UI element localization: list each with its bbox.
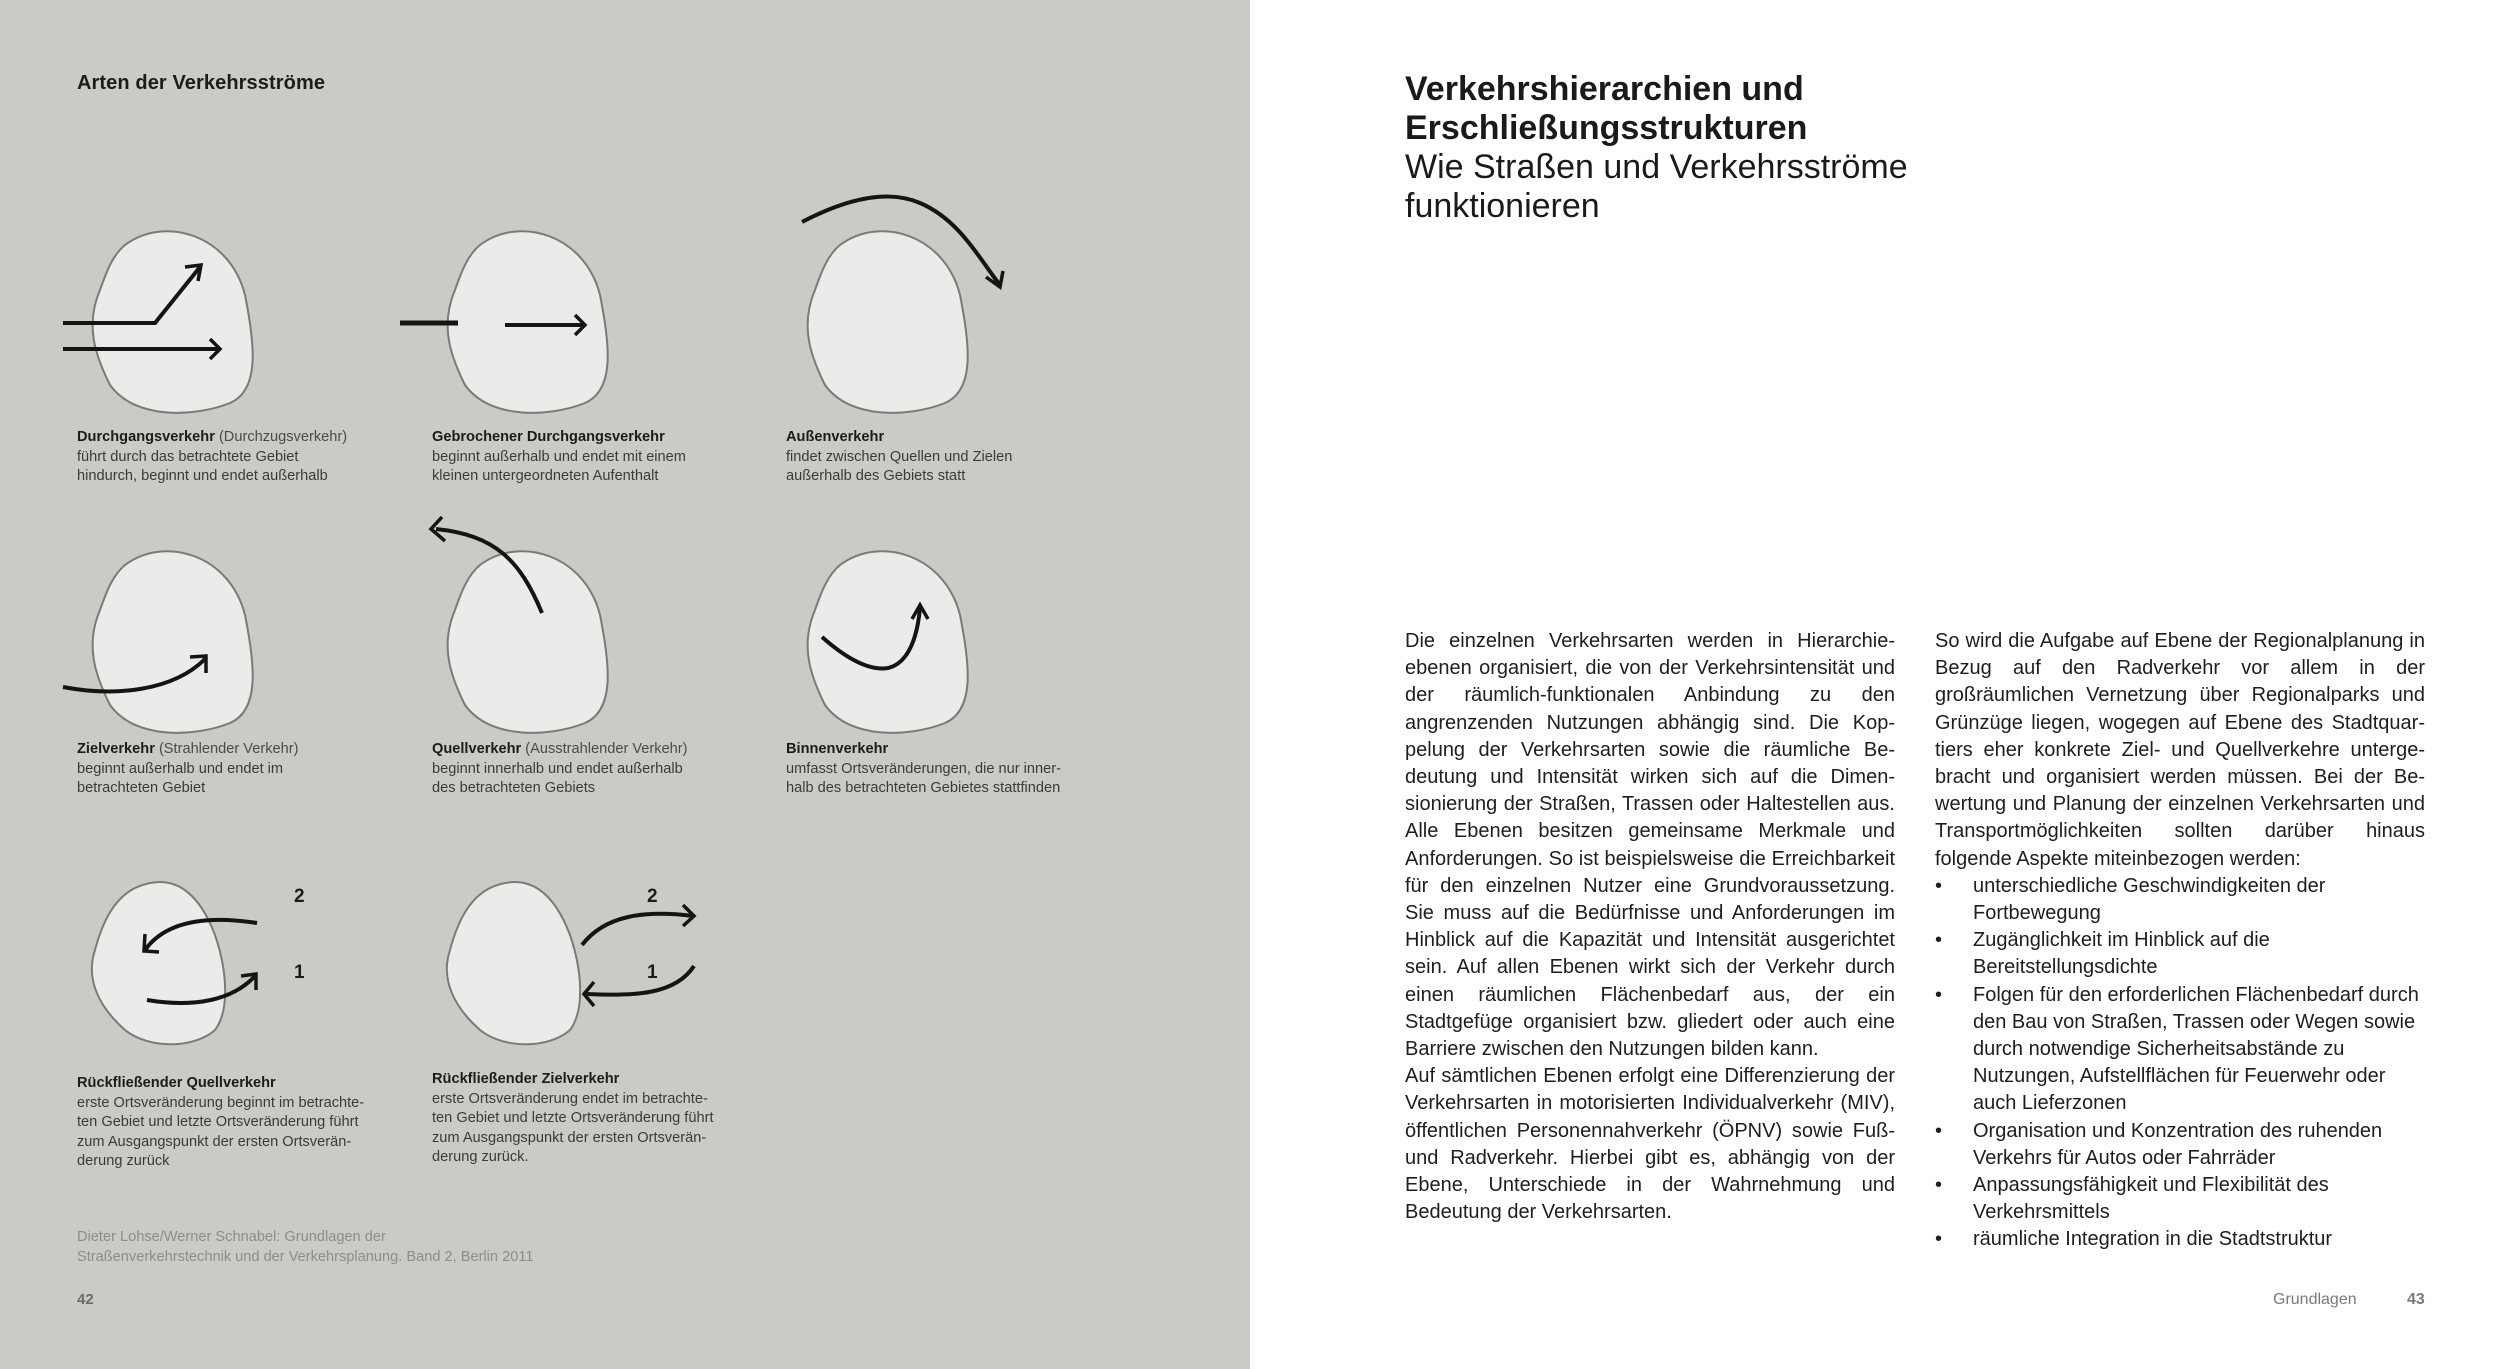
caption-term: Rückfließender Zielverkehr xyxy=(432,1071,620,1087)
list-item xyxy=(1935,1172,2425,1226)
body-paragraph: So wird die Aufgabe auf Ebene der Regionalplanung in Bezug auf den Radverkehr vor allem in der großräumlichen Vernetzung über Regionalparks und Grünzüge liegen, wogegen auf Ebene des Stadtquartiers eher konkrete Ziel- und Quellverkehre untergebracht und organisiert werden müssen. Bei der Bewertung und Planung der einzelnen Verkehrsarten und Transportmöglichkeiten sollten darüber hinaus folgende Aspekte miteinbezogen werden: xyxy=(1935,630,2425,870)
aussenverkehr-illustration xyxy=(770,215,1130,435)
caption-desc-line: führt durch das betrachtete Gebiet xyxy=(77,448,299,465)
diagram-quellverkehr xyxy=(410,535,770,755)
diagram-aussenverkehr xyxy=(770,215,1130,435)
caption-desc-line: kleinen untergeordneten Aufenthalt xyxy=(432,468,659,484)
caption-durchgangsverkehr xyxy=(77,428,417,487)
body-column-2 xyxy=(1935,628,2425,1254)
caption-desc-line: umfasst Ortsveränderungen, die nur inner- xyxy=(786,760,1061,777)
body-column-1 xyxy=(1405,628,1895,1226)
caption-rueckfliessender-quellverkehr xyxy=(77,1074,417,1172)
caption-alias: (Durchzugsverkehr) xyxy=(214,429,348,445)
flow-label-2: 2 xyxy=(294,886,305,907)
bullet-icon: • xyxy=(1935,1174,1943,1197)
caption-binnenverkehr xyxy=(786,740,1146,799)
right-page xyxy=(1250,0,2500,1369)
caption-desc-line: derung zurück. xyxy=(432,1149,529,1165)
diagram-binnenverkehr xyxy=(770,535,1130,755)
caption-term: Durchgangsverkehr xyxy=(77,429,215,445)
caption-desc-line: hindurch, beginnt und endet außerhalb xyxy=(77,468,328,484)
list-item-text: Folgen für den erforderlichen Flächenbedarf durch den Bau von Straßen, Trassen oder Wegen sowie durch notwendige Sicherheitsabstände zu Nutzungen, Aufstellflächen für Feuerwehr oder auch Lieferzonen xyxy=(1973,983,2419,1115)
caption-term: Gebrochener Durchgangsverkehr xyxy=(432,429,665,445)
source-footnote xyxy=(77,1228,677,1267)
bullet-icon: • xyxy=(1935,929,1943,952)
caption-desc-line: ten Gebiet und letzte Ortsveränderung führt xyxy=(77,1114,359,1130)
durchgangsverkehr-illustration xyxy=(55,215,415,435)
caption-desc-line: beginnt außerhalb und endet mit einem xyxy=(432,448,686,465)
section-title: Arten der Verkehrsströme xyxy=(77,72,326,94)
caption-desc-line: betrachteten Gebiet xyxy=(77,780,206,796)
subtitle-line: funktionieren xyxy=(1405,187,1600,225)
list-item-text: Zugänglichkeit im Hinblick auf die Bereitstellungsdichte xyxy=(1973,929,2270,979)
list-item-text: Organisation und Konzentration des ruhenden Verkehrs für Autos oder Fahrräder xyxy=(1973,1119,2383,1169)
aspects-list xyxy=(1935,873,2425,1254)
list-item-text: unterschiedliche Geschwindigkeiten der Fortbewegung xyxy=(1973,874,2326,925)
binnenverkehr-illustration xyxy=(770,535,1130,755)
diagram-rueckfliessender-quellverkehr xyxy=(55,860,415,1080)
title-bold-line: Verkehrshierarchien und xyxy=(1405,70,1804,108)
caption-alias: (Strahlender Verkehr) xyxy=(154,741,299,757)
caption-desc-line: findet zwischen Quellen und Zielen xyxy=(786,448,1013,465)
body-paragraph: Die einzelnen Verkehrsarten werden in Hierarchieebenen organisiert, die von der Verkehrsintensität und der räumlich-funktionalen Anbindung zu den angrenzenden Nutzungen abhängig sind. Die Koppelung der Verkehrsarten sowie die räumliche Bedeutung und Intensität wirken sich auf die Dimensionierung der Straßen, Trassen oder Haltestellen aus. Alle Ebenen besitzen gemeinsame Merkmale und Anforderungen. So ist beispielsweise die Erreichbarkeit für den einzelnen Nutzer eine Grundvoraussetzung. Sie muss auf die Bedürfnisse und Anforderungen im Hinblick auf die Kapazität und Intensität ausgerichtet sein. Auf allen Ebenen wirkt sich der Verkehr durch einen räumlichen Flächenbedarf aus, der ein Stadtgefüge organisiert bzw. gliedert oder auch eine Barriere zwischen den Nutzungen bilden kann. xyxy=(1405,630,1895,1061)
list-item xyxy=(1935,927,2425,981)
flow-label-1: 1 xyxy=(647,962,658,983)
caption-zielverkehr xyxy=(77,740,417,799)
list-item xyxy=(1935,873,2425,927)
caption-desc-line: erste Ortsveränderung beginnt im betrachte- xyxy=(77,1094,365,1111)
diagram-zielverkehr xyxy=(55,535,415,755)
page-number-left: 42 xyxy=(77,1291,94,1308)
caption-gebrochener-durchgangsverkehr xyxy=(432,428,772,487)
list-item-text: Anpassungsfähigkeit und Flexibilität des Verkehrsmittels xyxy=(1973,1174,2329,1224)
list-item xyxy=(1935,982,2425,1118)
caption-desc-line: derung zurück xyxy=(77,1153,170,1169)
list-item xyxy=(1935,1226,2425,1253)
rueckfliessender-zielverkehr-illustration xyxy=(410,860,770,1080)
caption-rueckfliessender-zielverkehr xyxy=(432,1070,772,1168)
caption-desc-line: außerhalb des Gebiets statt xyxy=(786,468,966,484)
caption-desc-line: beginnt innerhalb und endet außerhalb xyxy=(432,760,683,777)
subtitle-line: Wie Straßen und Verkehrsströme xyxy=(1405,148,1908,186)
diagram-rueckfliessender-zielverkehr xyxy=(410,860,770,1080)
caption-desc-line: erste Ortsveränderung endet im betrachte- xyxy=(432,1090,708,1107)
caption-aussenverkehr xyxy=(786,428,1126,487)
quellverkehr-illustration xyxy=(410,535,770,755)
list-item-text: räumliche Integration in die Stadtstruktur xyxy=(1973,1228,2333,1251)
caption-term: Quellverkehr xyxy=(432,741,522,757)
caption-desc-line: beginnt außerhalb und endet im xyxy=(77,760,284,777)
list-item xyxy=(1935,1118,2425,1172)
body-paragraph: Auf sämtlichen Ebenen erfolgt eine Differenzierung der Verkehrsarten in motorisierten Individualverkehr (MIV), öffentlichen Personennahverkehr (ÖPNV) sowie Fuß- und Radverkehr. Hierbei gibt es, abhängig von der Ebene, Unterschiede in der Wahrnehmung und Bedeutung der Verkehrsarten. xyxy=(1405,1065,1895,1224)
caption-quellverkehr xyxy=(432,740,772,799)
title-bold-line: Erschließungsstrukturen xyxy=(1405,109,1808,147)
flow-label-2: 2 xyxy=(647,886,658,907)
footnote-line: Dieter Lohse/Werner Schnabel: Grundlagen der xyxy=(77,1229,386,1245)
diagram-durchgangsverkehr xyxy=(55,215,415,435)
bullet-icon: • xyxy=(1935,1228,1943,1251)
caption-desc-line: zum Ausgangspunkt der ersten Ortsverän- xyxy=(77,1133,352,1150)
gebrochener-durchgangsverkehr-illustration xyxy=(410,215,770,435)
caption-desc-line: des betrachteten Gebiets xyxy=(432,780,596,796)
bullet-icon: • xyxy=(1935,1119,1943,1142)
caption-term: Außenverkehr xyxy=(786,429,885,445)
zielverkehr-illustration xyxy=(55,535,415,755)
running-footer-label: Grundlagen xyxy=(2273,1291,2357,1308)
caption-desc-line: halb des betrachteten Gebietes stattfinden xyxy=(786,780,1061,796)
caption-term: Binnenverkehr xyxy=(786,741,889,757)
caption-term: Zielverkehr xyxy=(77,741,155,757)
page-number-right: 43 xyxy=(2407,1291,2425,1308)
bullet-icon: • xyxy=(1935,874,1943,897)
caption-term: Rückfließender Quellverkehr xyxy=(77,1075,276,1091)
footnote-line: Straßenverkehrstechnik und der Verkehrsplanung. Band 2, Berlin 2011 xyxy=(77,1248,534,1265)
diagram-gebrochener-durchgangsverkehr xyxy=(410,215,770,435)
caption-desc-line: zum Ausgangspunkt der ersten Ortsverän- xyxy=(432,1129,707,1146)
caption-alias: (Ausstrahlender Verkehr) xyxy=(521,741,688,757)
bullet-icon: • xyxy=(1935,983,1943,1006)
caption-desc-line: ten Gebiet und letzte Ortsveränderung führt xyxy=(432,1110,714,1126)
flow-label-1: 1 xyxy=(294,962,305,983)
chapter-title xyxy=(1405,70,1908,226)
rueckfliessender-quellverkehr-illustration xyxy=(55,860,415,1080)
